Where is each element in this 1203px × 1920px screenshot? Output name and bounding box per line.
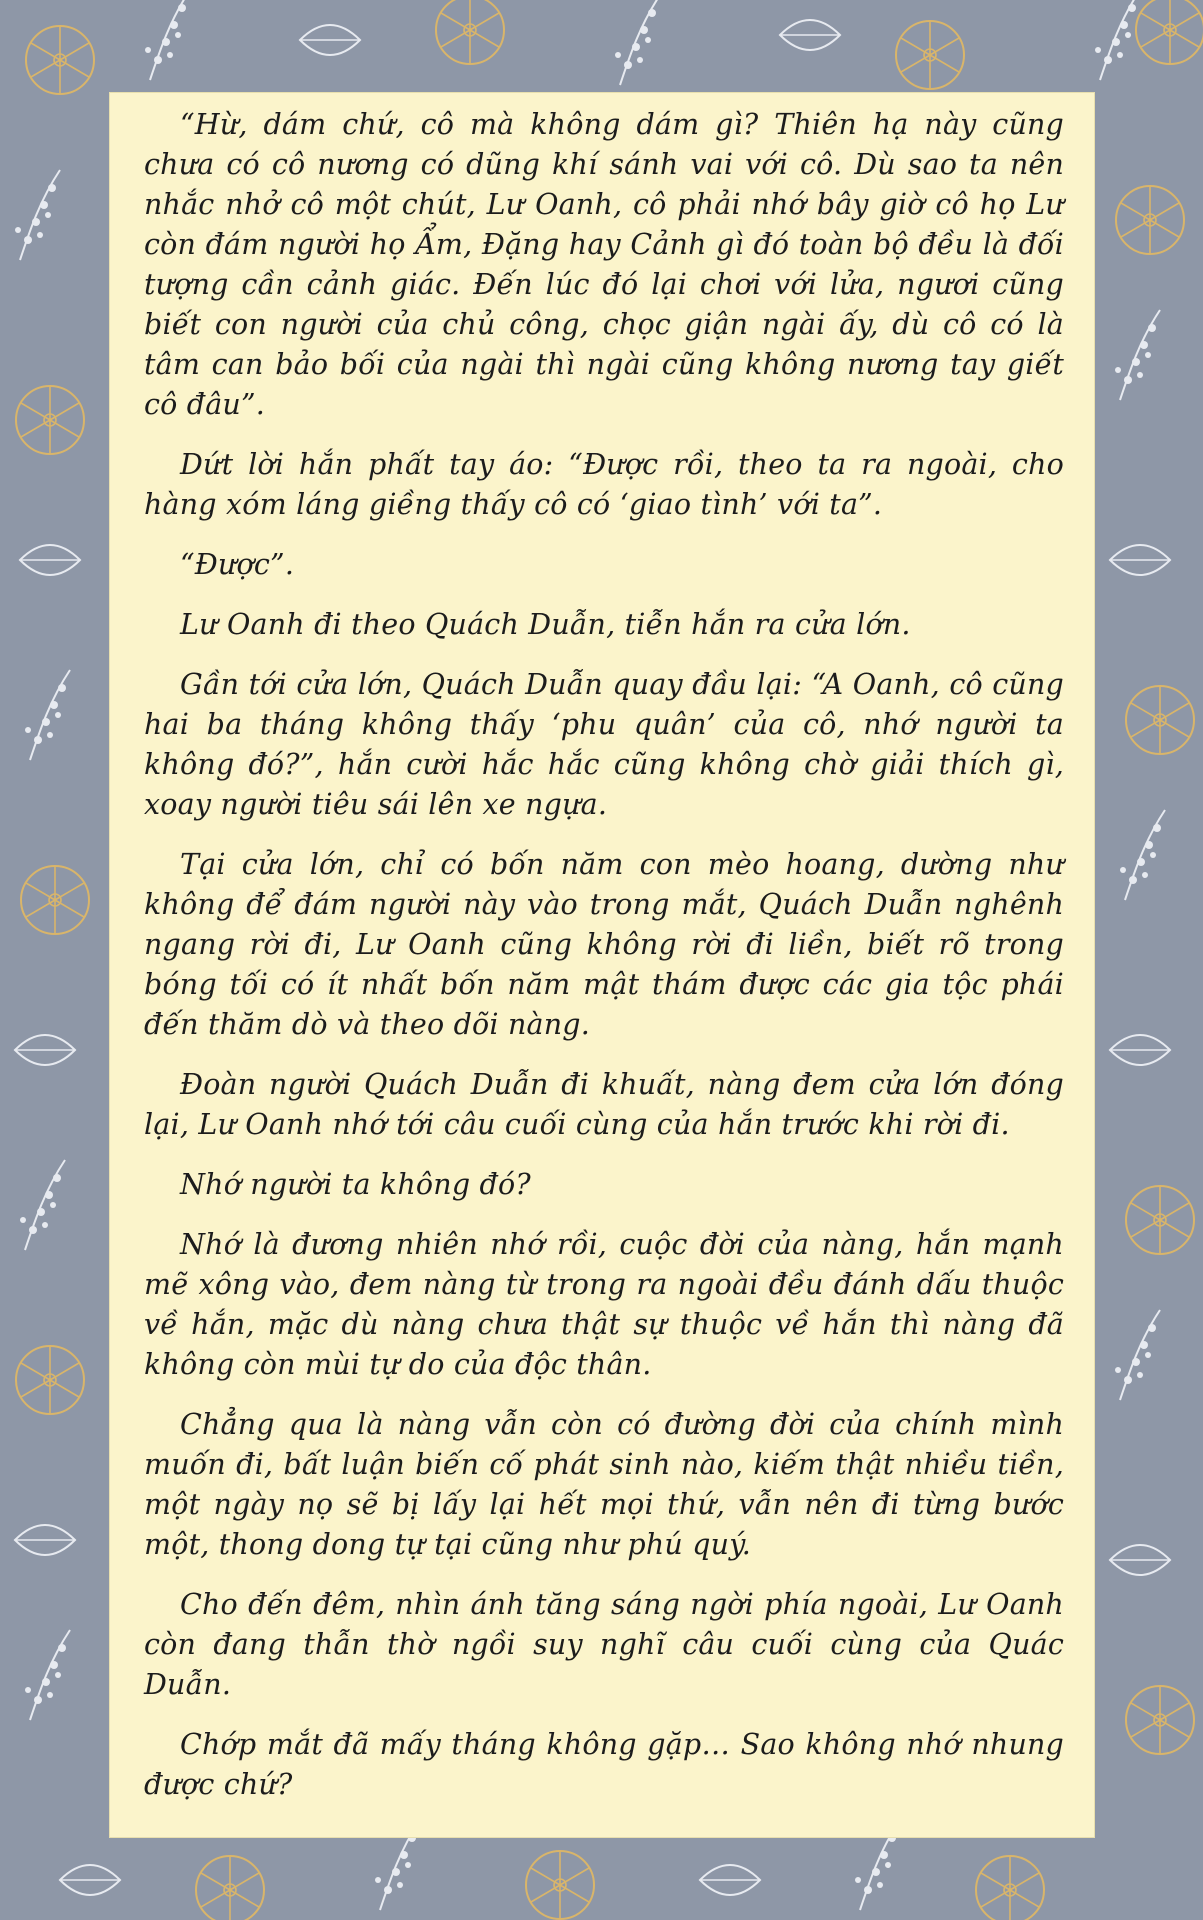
paragraph: Nhớ là đương nhiên nhớ rồi, cuộc đời của nàng, hắn mạnh mẽ xông vào, đem nàng từ trong ra ngoài đều đánh dấu thuộc về hắn, mặc dù nàng chưa thật sự thuộc về hắn thì nàng đã không còn mùi tự do của độc thân. [144,1228,1064,1381]
paragraph: Chẳng qua là nàng vẫn còn có đường đời của chính mình muốn đi, bất luận biến cố phát sinh nào, kiếm thật nhiều tiền, một ngày nọ sẽ bị lấy lại hết mọi thứ, vẫn nên đi từng bước một, thong dong tự tại cũng như phú quý. [144,1408,1064,1561]
paragraph: “Được”. [180,548,295,581]
paragraph: Lư Oanh đi theo Quách Duẫn, tiễn hắn ra cửa lớn. [180,608,911,641]
paragraph: “Hừ, dám chứ, cô mà không dám gì? Thiên hạ này cũng chưa có cô nương có dũng khí sánh vai với cô. Dù sao ta nên nhắc nhở cô một chút, Lư Oanh, cô phải nhớ bây giờ cô họ Lư còn đám người họ Ẩm, Đặng hay Cảnh gì đó toàn bộ đều là đối tượng cần cảnh giác. Đến lúc đó lại chơi với lửa, ngươi cũng biết con người của chủ công, chọc giận ngài ấy, dù cô có là tâm can bảo bối của ngài thì ngài cũng không nương tay giết cô đâu”. [144,108,1064,421]
paragraph: Gần tới cửa lớn, Quách Duẫn quay đầu lại: “A Oanh, cô cũng hai ba tháng không thấy ‘phu quân’ của cô, nhớ người ta không đó?”, hắn cười hắc hắc cũng không chờ giải thích gì, xoay người tiêu sái lên xe ngựa. [144,668,1064,821]
text-panel [110,93,1094,1837]
paragraph: Tại cửa lớn, chỉ có bốn năm con mèo hoang, dường như không để đám người này vào trong mắt, Quách Duẫn nghênh ngang rời đi, Lư Oanh cũng không rời đi liền, biết rõ trong bóng tối có ít nhất bốn năm mật thám được các gia tộc phái đến thăm dò và theo dõi nàng. [144,848,1064,1041]
paragraph: Chớp mắt đã mấy tháng không gặp… Sao không nhớ nhung được chứ? [144,1728,1064,1801]
paragraph: Dứt lời hắn phất tay áo: “Được rồi, theo ta ra ngoài, cho hàng xóm láng giềng thấy cô có ‘giao tình’ với ta”. [144,448,1064,521]
paragraph: Đoàn người Quách Duẫn đi khuất, nàng đem cửa lớn đóng lại, Lư Oanh nhớ tới câu cuối cùng của hắn trước khi rời đi. [144,1068,1064,1141]
paragraph: Cho đến đêm, nhìn ánh tăng sáng ngời phía ngoài, Lư Oanh còn đang thẫn thờ ngồi suy nghĩ câu cuối cùng của Quác Duẫn. [144,1588,1064,1701]
paragraph-italic-thought: Nhớ người ta không đó? [180,1168,531,1201]
